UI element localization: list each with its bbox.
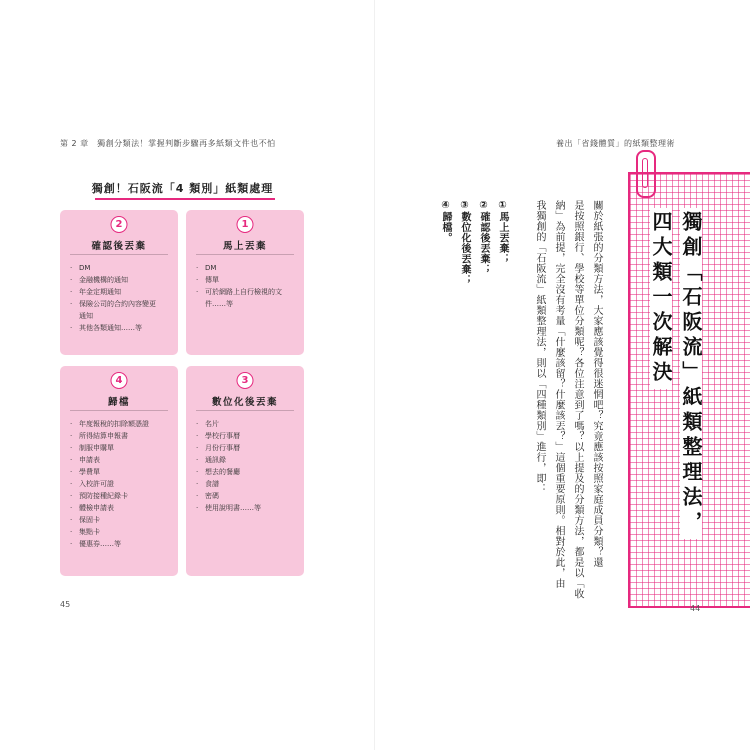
category-items <box>196 418 298 514</box>
list-item: · 保固卡 <box>70 514 172 526</box>
list-item: · 申請表 <box>70 454 172 466</box>
body-paragraph-col-1: 關於紙張的分類方法，大家應該覺得很迷惘吧？究竟應該按照家庭成員分類？還 <box>591 200 602 568</box>
list-item: · 想去的餐廳 <box>196 466 298 478</box>
category-title: 馬上丟棄 <box>222 241 267 252</box>
list-item: · 密碼 <box>196 490 298 502</box>
category-number-badge: 3 <box>237 372 254 389</box>
list-item: 通知 <box>79 312 93 320</box>
list-item: · 可於網路上自行檢視的文 <box>196 286 298 298</box>
chart-title-underline <box>95 198 275 200</box>
section-title-line-2: 四大類一次解決 <box>650 208 672 389</box>
list-item: · 制服申購單 <box>70 442 172 454</box>
page-gutter <box>374 0 375 750</box>
box-divider <box>196 254 294 255</box>
list-item: · 月份行事曆 <box>196 442 298 454</box>
list-item: · 體檢申請表 <box>70 502 172 514</box>
category-number-badge: 4 <box>111 372 128 389</box>
category-items <box>70 418 172 550</box>
list-item: · 其他各類通知……等 <box>70 322 172 334</box>
chart-title: 獨創！石阪流「4 類別」紙類處理 <box>91 182 274 195</box>
list-item: · 集點卡 <box>70 526 172 538</box>
category-box-confirm-discard <box>60 210 178 355</box>
category-title: 確認後丟棄 <box>91 241 147 252</box>
category-items <box>196 262 298 310</box>
list-item: · DM <box>196 262 298 274</box>
category-box-archive <box>60 366 178 576</box>
right-page-number: 44 <box>690 604 701 613</box>
list-item: 件……等 <box>205 300 233 308</box>
list-item: ④歸檔。 <box>440 200 451 243</box>
left-page-number: 45 <box>60 600 71 609</box>
right-running-header: 養出「省錢體質」的紙類整理術 <box>556 139 675 148</box>
list-item: · 所得結算申報書 <box>70 430 172 442</box>
list-item: · 使用說明書……等 <box>196 502 298 514</box>
box-divider <box>70 410 168 411</box>
box-divider <box>70 254 168 255</box>
list-item: · 食譜 <box>196 478 298 490</box>
list-item: · 金融機構的通知 <box>70 274 172 286</box>
box-divider <box>196 410 294 411</box>
list-item: ③數位化後丟棄； <box>459 200 470 285</box>
list-item: ①馬上丟棄； <box>497 200 508 264</box>
list-item: · 名片 <box>196 418 298 430</box>
left-running-header: 第 2 章 獨創分類法！掌握判斷步驟再多紙類文件也不怕 <box>60 139 276 148</box>
category-box-discard-now <box>186 210 304 355</box>
list-item: · 入校許可證 <box>70 478 172 490</box>
section-title-line-1: 獨創「石阪流」紙類整理法， <box>680 208 702 539</box>
category-number-badge: 2 <box>111 216 128 233</box>
body-paragraph-col-3: 納」為前提，完全沒有考量「什麼該留？什麼該丟？」這個重要原則。相對於此，由 <box>553 200 564 589</box>
category-number-badge: 1 <box>237 216 254 233</box>
paperclip-icon <box>636 150 656 198</box>
list-item: · 預防接種紀錄卡 <box>70 490 172 502</box>
list-item: · 通訊錄 <box>196 454 298 466</box>
list-item: · DM <box>70 262 172 274</box>
list-item: · 學校行事曆 <box>196 430 298 442</box>
category-items <box>70 262 172 334</box>
body-paragraph-col-2: 是按照銀行、學校等單位分類呢？各位注意到了嗎？以上提及的分類方法，都是以「收 <box>572 200 583 599</box>
body-paragraph-col-4: 我獨創的「石阪流」紙類整理法，則以「四種類別」進行，即： <box>534 200 545 494</box>
list-item: · 年度報稅的扣除額憑證 <box>70 418 172 430</box>
list-item: · 學費單 <box>70 466 172 478</box>
category-title: 歸檔 <box>107 397 130 408</box>
list-item: · 傳單 <box>196 274 298 286</box>
category-box-digitize-discard <box>186 366 304 576</box>
list-item: · 保險公司的合約內容變更 <box>70 298 172 310</box>
list-item: · 優惠券……等 <box>70 538 172 550</box>
list-item: · 年金定期通知 <box>70 286 172 298</box>
list-item: ②確認後丟棄； <box>478 200 489 275</box>
category-title: 數位化後丟棄 <box>211 397 278 408</box>
